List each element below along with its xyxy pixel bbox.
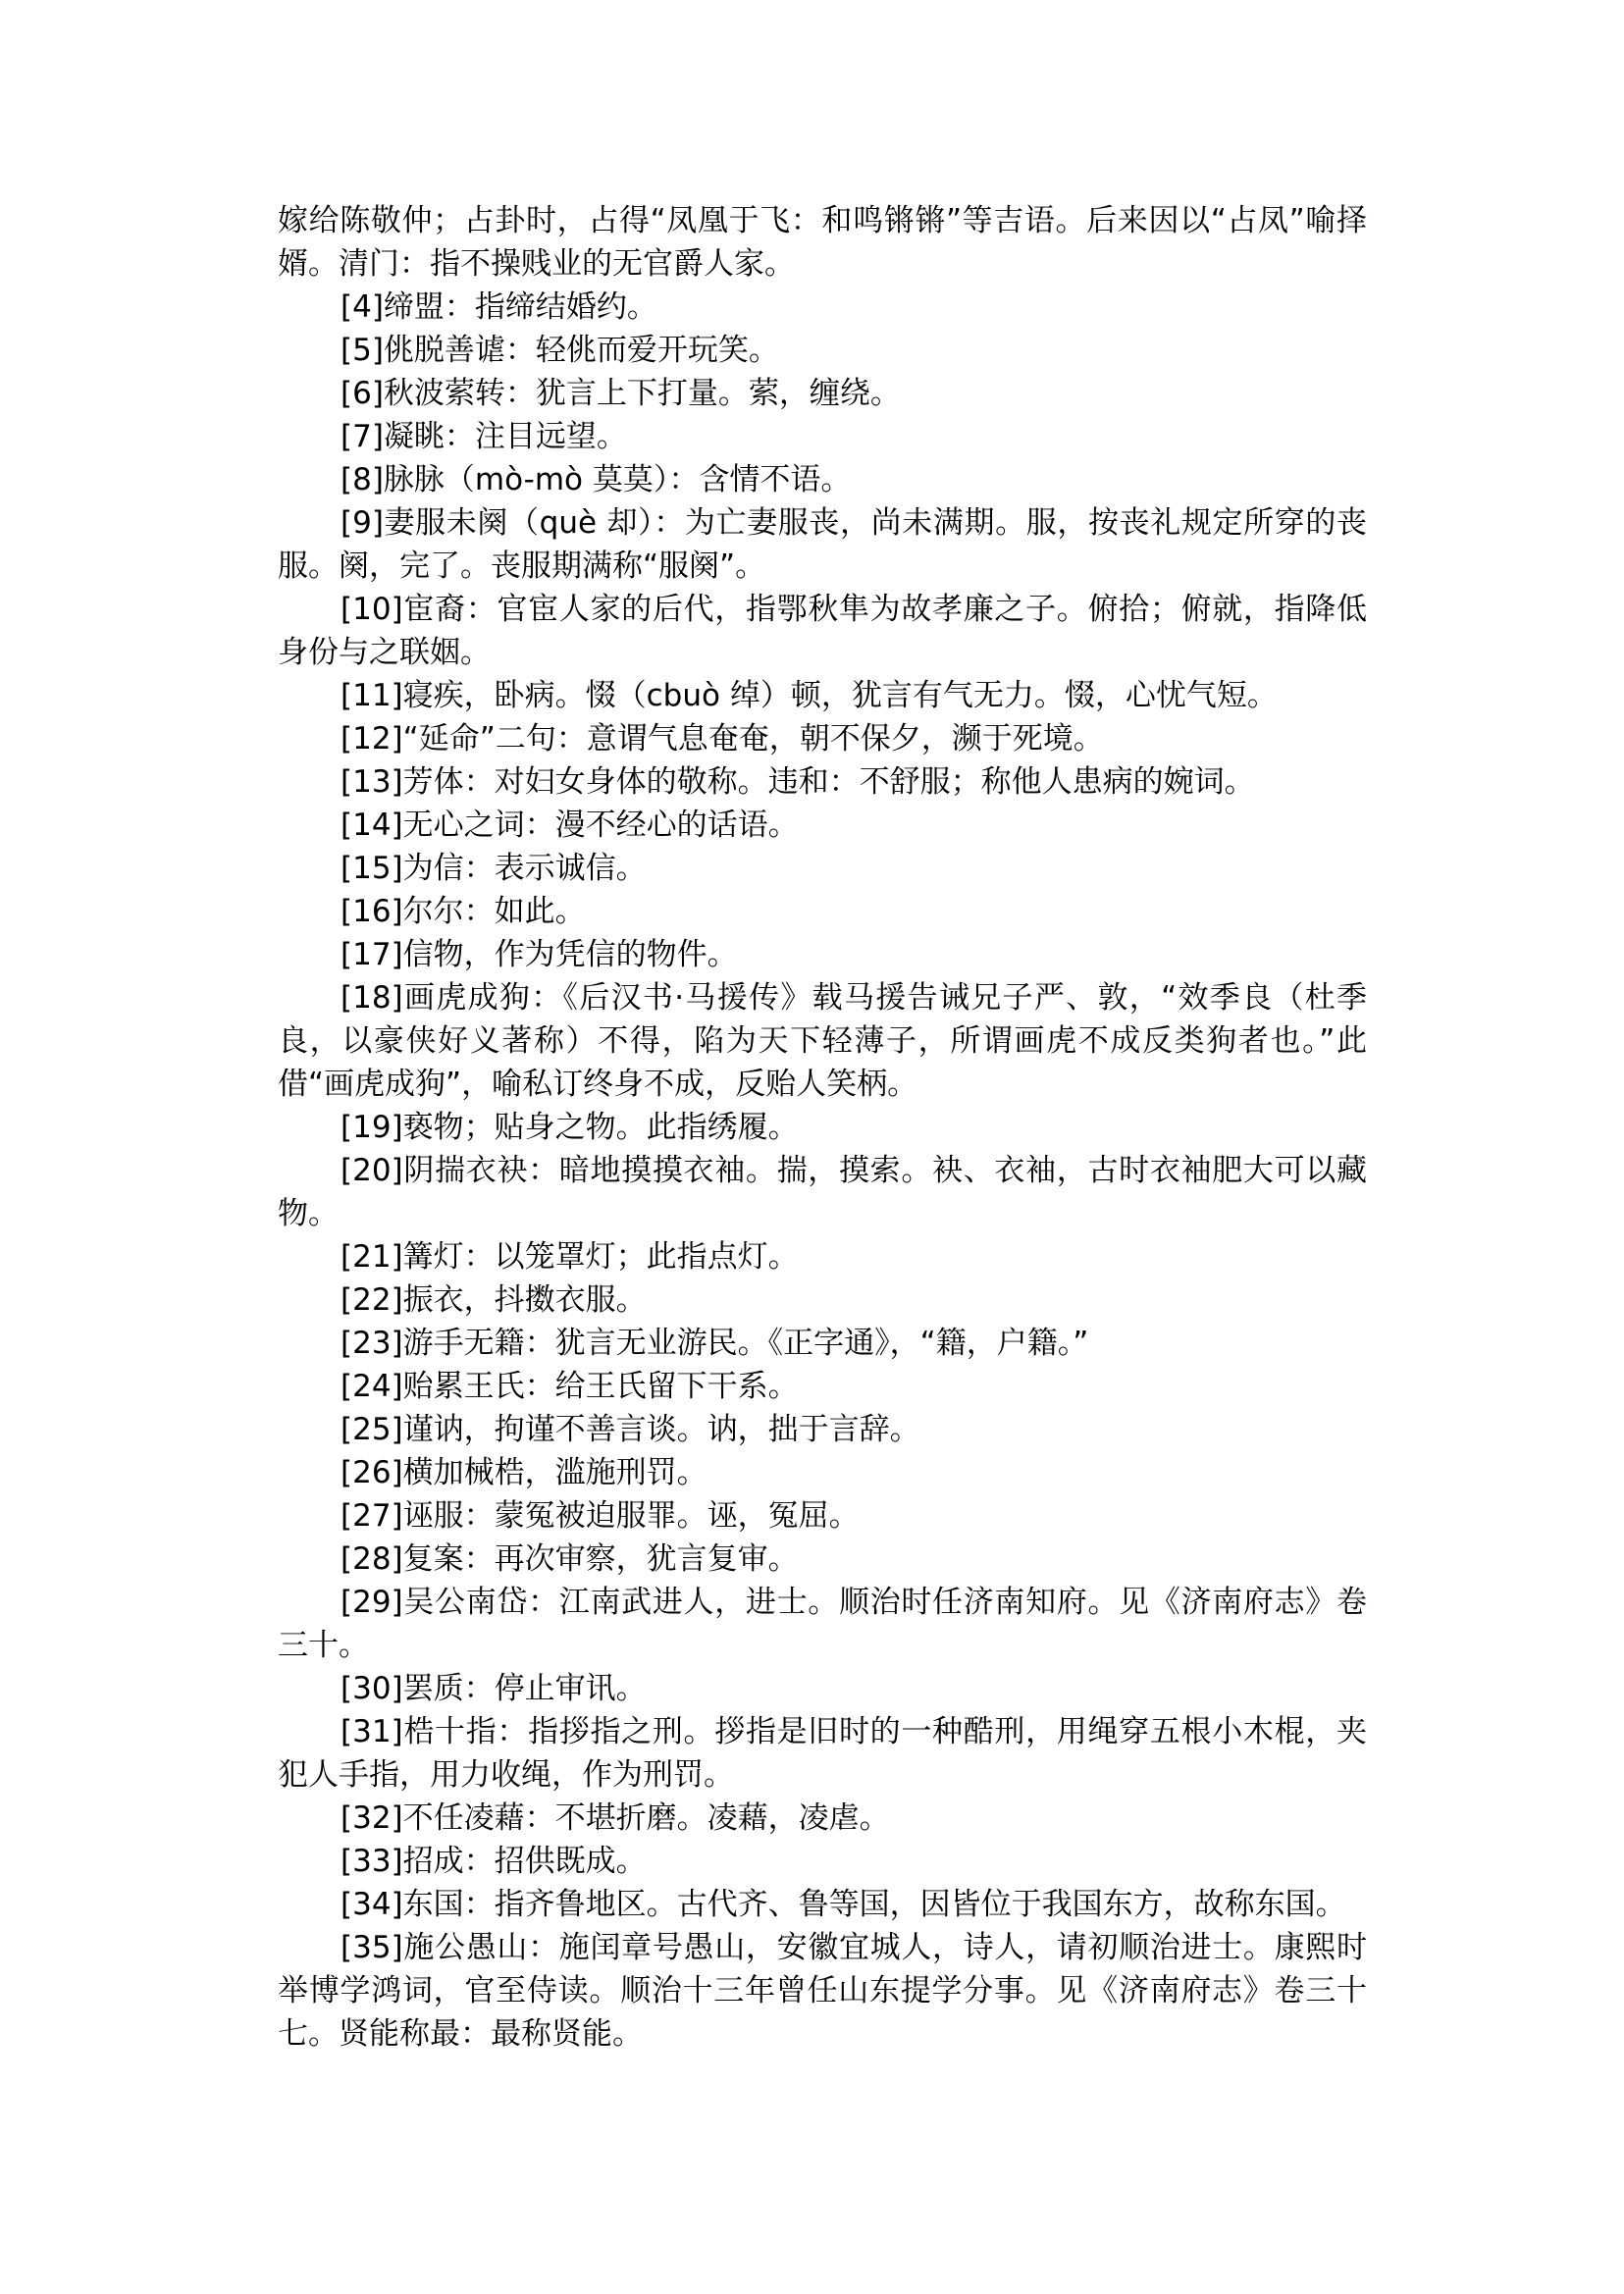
note-7: [7]凝眺：注目远望。 <box>341 419 627 454</box>
note-10: [10]宦裔：官宦人家的后代，指鄂秋隼为故孝廉之子。俯拾；俯就，指降低身份与之联姻。 <box>278 592 1367 670</box>
note-32: [32]不任凌藉：不堪折磨。凌藉，凌虐。 <box>341 1800 890 1836</box>
note-9: [9]妻服未阕（què 却）：为亡妻服丧，尚未满期。服，按丧礼规定所穿的丧服。阕，完了。丧服期满称“服阕”。 <box>278 505 1367 584</box>
note-14: [14]无心之词：漫不经心的话语。 <box>341 808 799 843</box>
note-24: [24]贻累王氏：给王氏留下干系。 <box>341 1369 799 1404</box>
note-34: [34]东国：指齐鲁地区。古代齐、鲁等国，因皆位于我国东方，故称东国。 <box>341 1887 1346 1922</box>
note-21: [21]篝灯：以笼罩灯；此指点灯。 <box>341 1239 799 1275</box>
note-8: [8]脉脉（mò-mò 莫莫）：含情不语。 <box>341 462 852 497</box>
note-25: [25]谨讷，拘谨不善言谈。讷，拙于言辞。 <box>341 1412 920 1447</box>
note-16: [16]尔尔：如此。 <box>341 894 586 929</box>
note-4: [4]缔盟：指缔结婚约。 <box>341 289 657 325</box>
note-11: [11]寝疾，卧病。惙（cbuò 绰）顿，犹言有气无力。惙，心忧气短。 <box>341 678 1278 713</box>
note-35: [35]施公愚山：施闰章号愚山，安徽宜城人，诗人，请初顺治进士。康熙时举博学鸿词，官至侍读。顺治十三年曾任山东提学分事。见《济南府志》卷三十七。贤能称最：最称贤能。 <box>278 1930 1367 2052</box>
note-33: [33]招成：招供既成。 <box>341 1844 647 1879</box>
document-page <box>278 199 1367 2056</box>
note-12: [12]“延命”二句：意谓气息奄奄，朝不保夕，濒于死境。 <box>341 721 1104 756</box>
note-20: [20]阴揣衣袂：暗地摸摸衣袖。揣，摸索。袂、衣袖，古时衣袖肥大可以藏物。 <box>278 1153 1367 1231</box>
note-29: [29]吴公南岱：江南武进人，进士。顺治时任济南知府。见《济南府志》卷三十。 <box>278 1585 1367 1663</box>
note-27: [27]诬服：蒙冤被迫服罪。诬，冤屈。 <box>341 1498 860 1534</box>
note-15: [15]为信：表示诚信。 <box>341 851 647 886</box>
note-17: [17]信物，作为凭信的物件。 <box>341 937 738 972</box>
note-22: [22]振衣，抖擞衣服。 <box>341 1282 647 1318</box>
note-28: [28]复案：再次审察，犹言复审。 <box>341 1541 799 1577</box>
note-31: [31]梏十指：指拶指之刑。拶指是旧时的一种酷刑，用绳穿五根小木棍，夹犯人手指，用力收绳，作为刑罚。 <box>278 1714 1367 1793</box>
note-continuation: 嫁给陈敬仲；占卦时，占得“凤凰于飞：和鸣锵锵”等吉语。后来因以“占凤”喻择婿。清门：指不操贱业的无官爵人家。 <box>278 203 1367 282</box>
note-5: [5]佻脱善谑：轻佻而爱开玩笑。 <box>341 333 779 368</box>
note-18: [18]画虎成狗：《后汉书·马援传》载马援告诫兄子严、敦，“效季良（杜季良，以豪侠好义著称）不得，陷为天下轻薄子，所谓画虎不成反类狗者也。”此借“画虎成狗”，喻私订终身不成，反贻人笑柄。 <box>278 980 1367 1102</box>
note-13: [13]芳体：对妇女身体的敬称。违和：不舒服；称他人患病的婉词。 <box>341 764 1255 800</box>
note-30: [30]罢质：停止审讯。 <box>341 1671 647 1706</box>
note-6: [6]秋波萦转：犹言上下打量。萦，缠绕。 <box>341 376 901 411</box>
note-26: [26]横加械梏，滥施刑罚。 <box>341 1455 707 1490</box>
note-23: [23]游手无籍：犹言无业游民。《正字通》，“籍，户籍。” <box>341 1326 1089 1361</box>
note-19: [19]亵物；贴身之物。此指绣履。 <box>341 1110 799 1145</box>
